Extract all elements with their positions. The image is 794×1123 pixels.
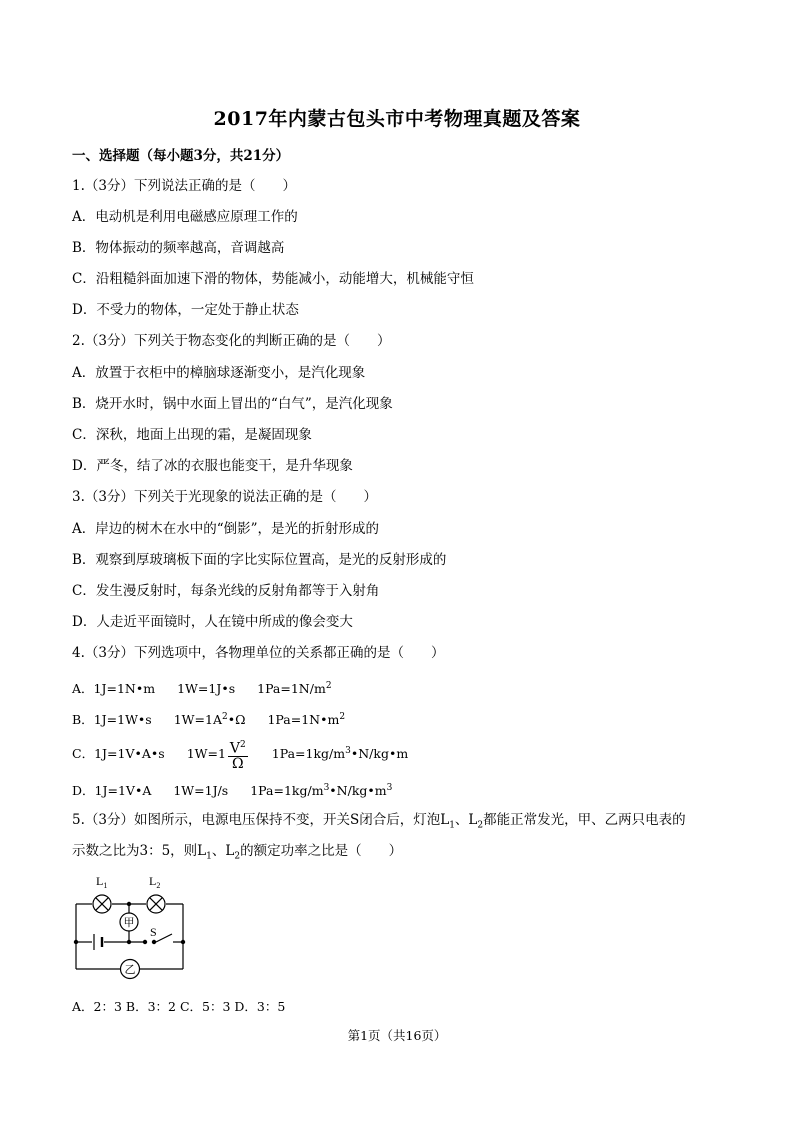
q4-option-d	[72, 779, 392, 800]
superscript: 2	[221, 712, 228, 722]
q4-stem: 4.（3分）下列选项中，各物理单位的关系都正确的是（ ）	[72, 645, 445, 661]
superscript: 3	[323, 783, 330, 793]
fraction	[228, 738, 248, 771]
q2-option-d: D．严冬，结了冰的衣服也能变干，是升华现象	[72, 458, 353, 474]
page-title: 2017年内蒙古包头市中考物理真题及答案	[213, 108, 581, 130]
formula: 1Pa=1kg/m	[250, 783, 324, 799]
formula: 1J=1W•s	[93, 712, 152, 728]
q2-option-c: C．深秋，地面上出现的霜，是凝固现象	[72, 427, 312, 443]
formula: 1Pa=1N/m	[257, 681, 326, 697]
q3-stem: 3.（3分）下列关于光现象的说法正确的是（ ）	[72, 489, 377, 505]
q5-stem-line1: 5.（3分）如图所示，电源电压保持不变，开关S闭合后，灯泡$L_1$、$L_2$都能正常发光，甲、乙两只电表的	[72, 812, 686, 831]
q2-option-a: A．放置于衣柜中的樟脑球逐渐变小，是汽化现象	[72, 365, 366, 381]
q5-options: A．2：3 B．3：2 C．5：3 D．3：5	[72, 999, 286, 1014]
q3-option-c: C．发生漫反射时，每条光线的反射角都等于入射角	[72, 583, 380, 599]
formula: 1J=1V•A•s	[94, 746, 165, 762]
q4-option-a	[72, 677, 332, 698]
q4-option-b	[72, 708, 345, 729]
lamp1-label: $L_1$	[96, 874, 108, 890]
q1-option-c: C．沿粗糙斜面加速下滑的物体，势能减小，动能增大，机械能守恒	[72, 271, 474, 287]
q3-option-a: A．岸边的树木在水中的“倒影”，是光的折射形成的	[72, 521, 380, 537]
formula: 1Pa=1N•m	[267, 712, 340, 728]
fraction-numerator: $V^2$	[229, 740, 246, 757]
formula: 1W=1J•s	[177, 681, 236, 697]
superscript: 3	[345, 746, 351, 756]
formula: 1Pa=1kg/m	[271, 746, 346, 762]
lamp-icon	[93, 895, 111, 913]
option-label: B．	[72, 712, 94, 728]
q5-stem-line2: 示数之比为3：5，则$L_1$、$L_2$的额定功率之比是（ ）	[72, 843, 403, 862]
q1-stem: 1.（3分）下列说法正确的是（ ）	[72, 178, 296, 194]
meter-label: 乙	[124, 963, 136, 976]
q3-option-d: D．人走近平面镜时，人在镜中所成的像会变大	[72, 614, 353, 630]
lamp-icon	[147, 895, 165, 913]
page-footer: 第1页（共16页）	[347, 1028, 447, 1043]
battery-symbol	[94, 934, 102, 950]
q1-option-b: B．物体振动的频率越高，音调越高	[72, 240, 285, 256]
q2-option-b: B．烧开水时，锅中水面上冒出的“白气”，是汽化现象	[72, 396, 393, 412]
formula: 1W=1J/s	[173, 783, 229, 799]
circuit-diagram	[68, 870, 193, 980]
section-heading: 一、选择题（每小题3分，共21分）	[72, 148, 290, 164]
formula: 1W=1A	[173, 712, 222, 728]
formula: 1J=1V•A	[94, 783, 152, 799]
formula: •Ω	[227, 712, 246, 728]
lamp2-label: $L_2$	[149, 874, 161, 890]
superscript: 2	[325, 681, 332, 691]
formula: •N/kg•m	[350, 746, 409, 762]
formula: •N/kg•m	[329, 783, 387, 799]
q4-option-c	[72, 734, 408, 771]
option-label: A．	[72, 681, 94, 697]
option-label: C．	[72, 746, 95, 762]
fraction-denominator: Ω	[232, 755, 244, 772]
meter-label: 甲	[123, 916, 135, 929]
switch-symbol	[156, 934, 172, 942]
switch-label: S	[150, 925, 157, 939]
option-label: D．	[72, 783, 95, 799]
q1-option-d: D．不受力的物体，一定处于静止状态	[72, 302, 299, 318]
q2-stem: 2.（3分）下列关于物态变化的判断正确的是（ ）	[72, 333, 391, 349]
superscript: 2	[339, 712, 346, 722]
superscript: 3	[386, 783, 393, 793]
q1-option-a: A．电动机是利用电磁感应原理工作的	[72, 209, 298, 225]
q3-option-b: B．观察到厚玻璃板下面的字比实际位置高，是光的反射形成的	[72, 552, 447, 568]
formula: 1W=1	[186, 746, 226, 762]
formula: 1J=1N•m	[93, 681, 156, 697]
